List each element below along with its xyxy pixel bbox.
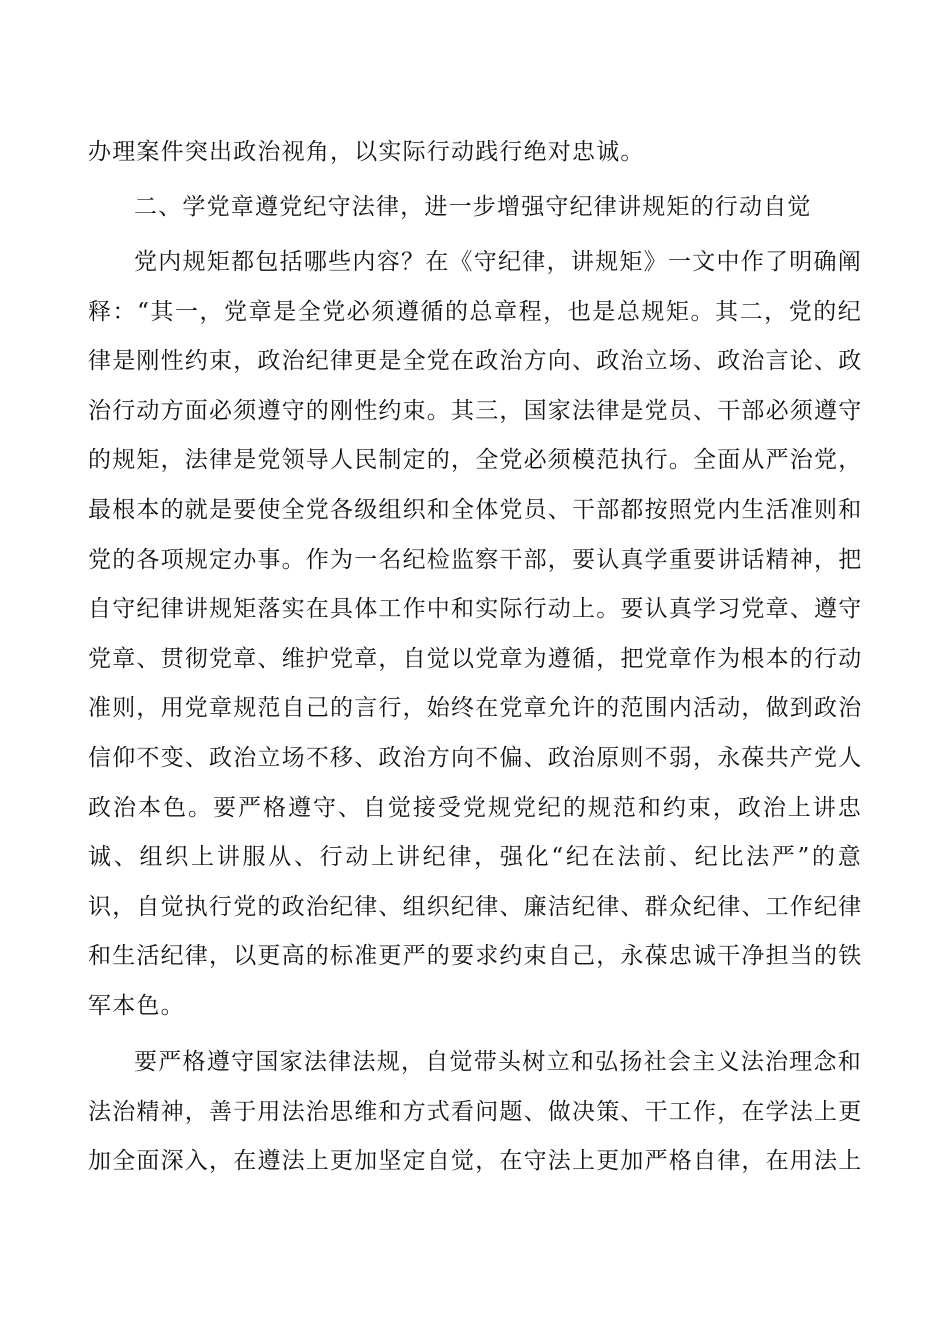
text-line: 办理案件突出政治视角，以实际行动践行绝对忠诚。 [88,139,645,165]
text-line: 最根本的就是要使全党各级组织和全体党员、干部都按照党内生活准则和 [88,496,863,523]
text-line: 的规矩，法律是党领导人民制定的，全党必须模范执行。全面从严治党， [88,447,863,474]
text-line: 政治本色。要严格遵守、自觉接受党规党纪的规范和约束，政治上讲忠 [88,794,862,821]
section-heading-block [88,183,862,233]
text-line: 加全面深入，在遵法上更加坚定自觉，在守法上更加严格自律，在用法上 [88,1148,863,1175]
text-line: 党章、贯彻党章、维护党章，自觉以党章为遵循，把党章作为根本的行动 [88,645,863,672]
paragraph-party-rules [88,238,862,1032]
text-line: 诚、组织上讲服从、行动上讲纪律，强化“纪在法前、纪比法严”的意 [88,844,862,871]
text-line: 自守纪律讲规矩落实在具体工作中和实际行动上。要认真学习党章、遵守 [88,596,863,623]
paragraph-continued [88,128,862,178]
text-line: 军本色。 [88,992,185,1019]
text-line: 信仰不变、政治立场不移、政治方向不偏、政治原则不弱，永葆共产党人 [88,744,863,771]
text-line: 释：“其一，党章是全党必须遵循的总章程，也是总规矩。其二，党的纪 [88,298,862,325]
text-line: 治行动方面必须遵守的刚性约束。其三，国家法律是党员、干部必须遵守 [88,397,863,424]
text-line: 和生活纪律，以更高的标准更严的要求约束自己，永葆忠诚干净担当的铁 [88,943,863,970]
text-line: 要严格遵守国家法律法规，自觉带头树立和弘扬社会主义法治理念和 [134,1049,862,1075]
paragraph-national-law [88,1038,862,1187]
text-line: 识，自觉执行党的政治纪律、组织纪律、廉洁纪律、群众纪律、工作纪律 [88,893,863,920]
text-line: 党的各项规定办事。作为一名纪检监察干部，要认真学重要讲话精神，把 [88,546,863,573]
text-line: 法治精神，善于用法治思维和方式看问题、做决策、干工作，在学法上更 [88,1098,863,1125]
text-line: 党内规矩都包括哪些内容？在《守纪律，讲规矩》一文中作了明确阐 [134,249,862,275]
section-heading: 二、学党章遵党纪守法律，进一步增强守纪律讲规矩的行动自觉 [134,194,812,220]
text-line: 准则，用党章规范自己的言行，始终在党章允许的范围内活动，做到政治 [88,695,863,722]
text-line: 律是刚性约束，政治纪律更是全党在政治方向、政治立场、政治言论、政 [88,348,863,375]
